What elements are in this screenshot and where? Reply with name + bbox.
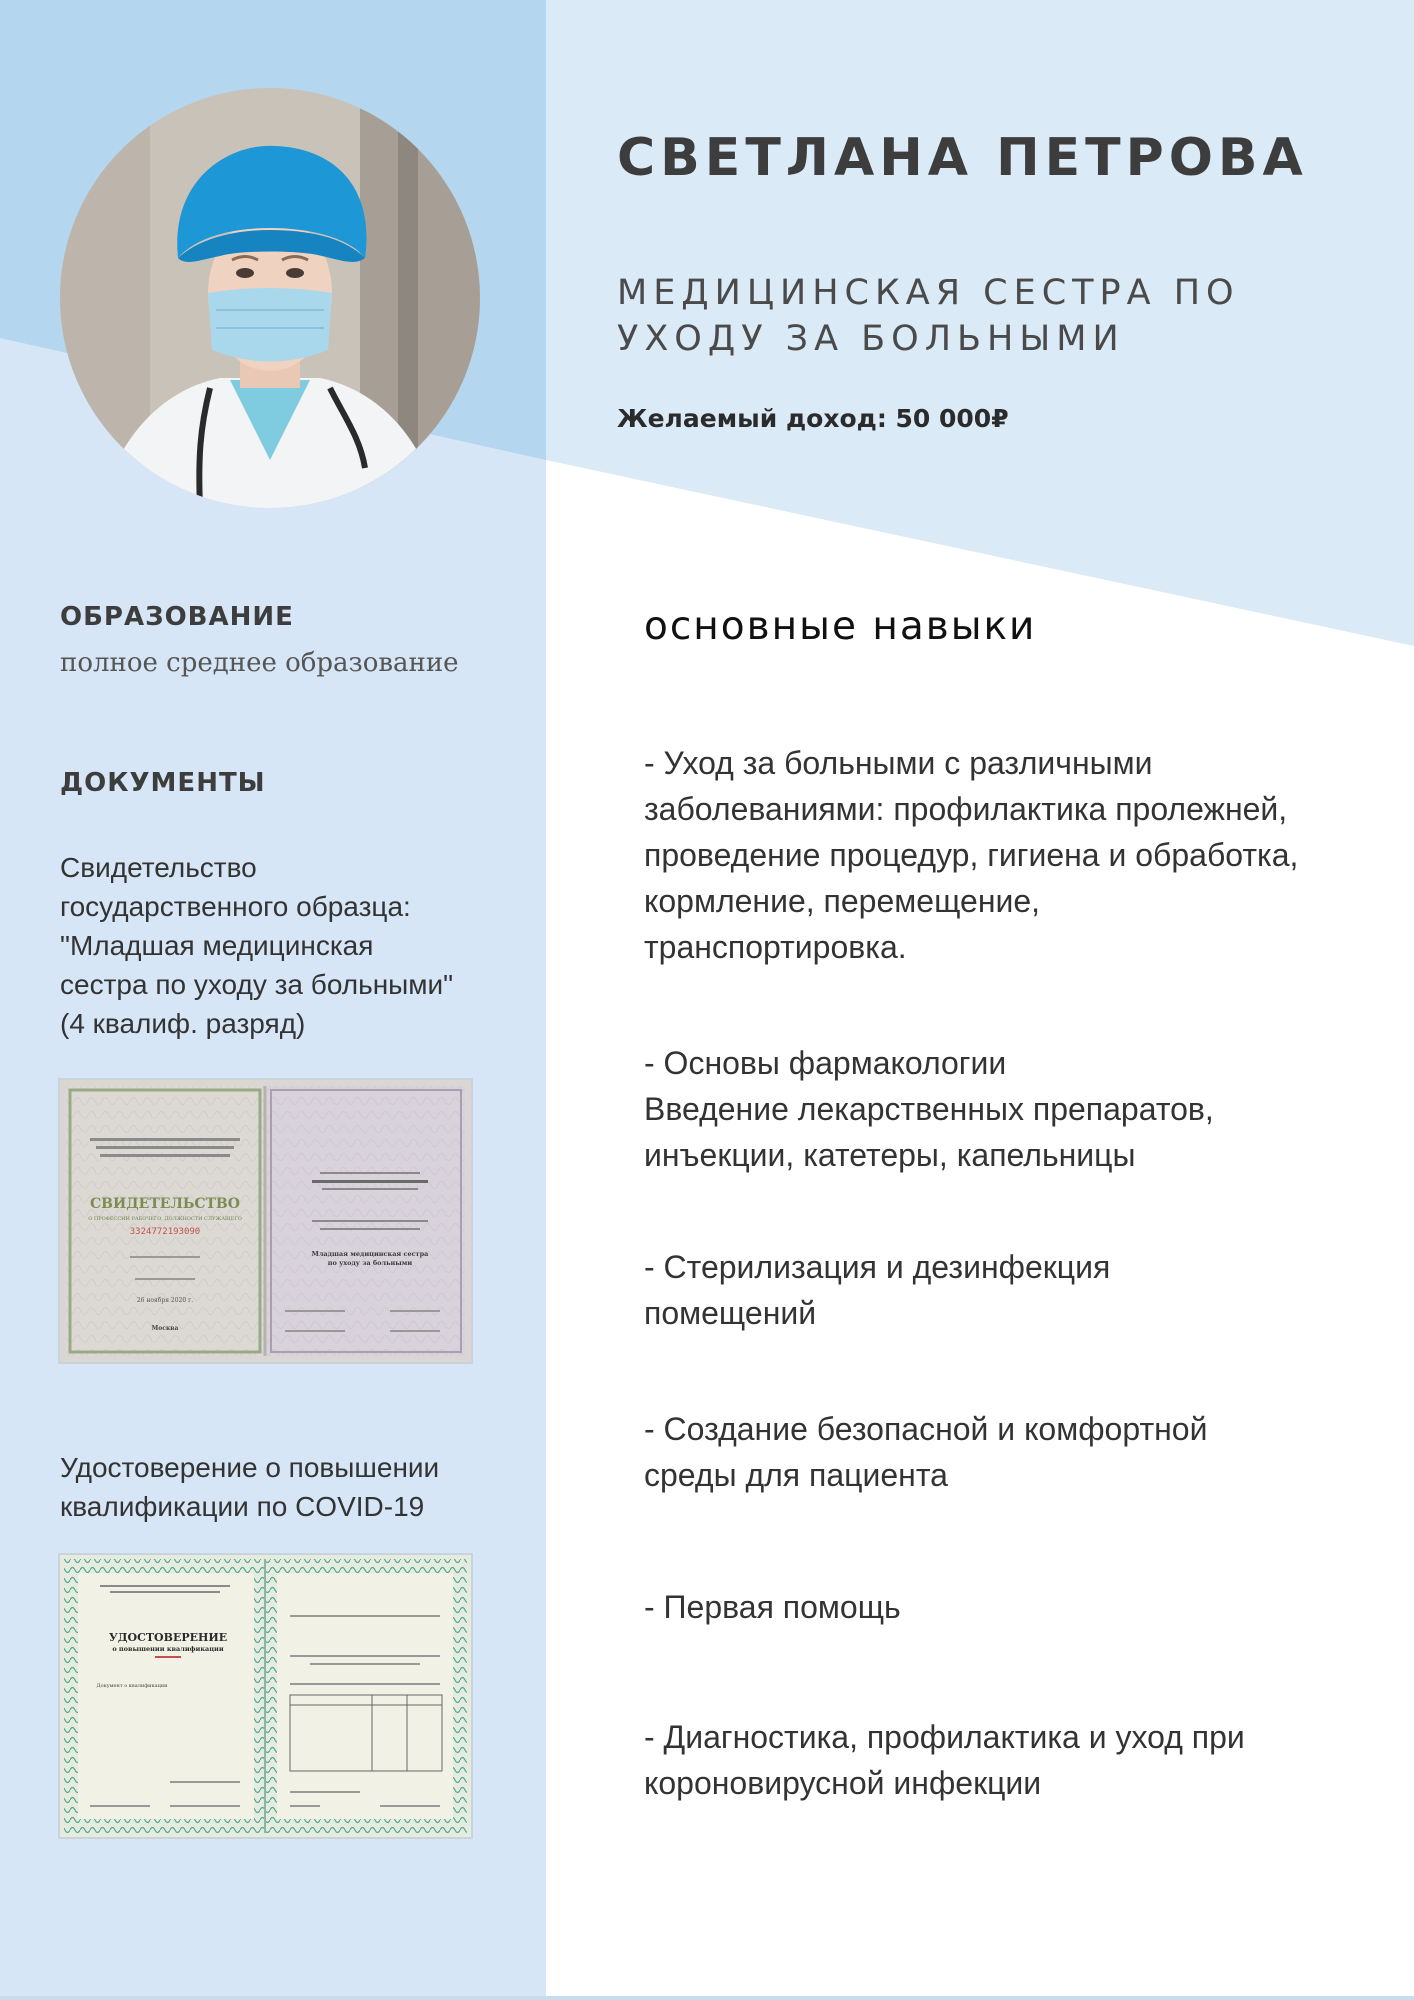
cert-title: СВИДЕТЕЛЬСТВО: [90, 1196, 240, 1212]
cert-number: 3324772193090: [129, 1227, 201, 1237]
cert-date: 26 ноября 2020 г.: [136, 1297, 194, 1304]
candidate-name: СВЕТЛАНА ПЕТРОВА: [617, 128, 1308, 188]
certificate-image: [60, 1555, 471, 1837]
cert-right-title: Младшая медицинская сестра: [311, 1250, 429, 1258]
education-text: полное среднее образование: [60, 648, 459, 678]
education-heading: ОБРАЗОВАНИЕ: [60, 602, 294, 632]
cert-subtitle: О ПРОФЕССИИ РАБОЧЕГО, ДОЛЖНОСТИ СЛУЖАЩЕГО: [88, 1216, 242, 1222]
cert-right-subtitle: по уходу за больными: [327, 1259, 413, 1267]
cert-subtitle: о повышении квалификации: [112, 1645, 224, 1653]
document-description: Свидетельство государственного образца: "Младшая медицинская сестра по уходу за больными" (4 квалиф. разряд): [60, 852, 454, 1039]
cert-city: Москва: [151, 1325, 179, 1332]
skill-item: - Основы фармакологии Введение лекарственных препаратов, инъекции, катетеры, капельницы: [644, 1045, 1214, 1173]
cert-doc: Документ о квалификации: [96, 1683, 168, 1689]
skill-item: - Первая помощь: [644, 1589, 901, 1625]
skill-item: - Уход за больными с различными заболеваниями: профилактика пролежней, проведение процедур, гигиена и обработка, кормление, перемещение, транспортировка.: [644, 745, 1299, 965]
skill-item: - Диагностика, профилактика и уход при короновирусной инфекции: [644, 1719, 1245, 1801]
documents-heading: ДОКУМЕНТЫ: [60, 768, 266, 798]
cert-title: УДОСТОВЕРЕНИЕ: [108, 1631, 228, 1644]
skill-item: - Создание безопасной и комфортной среды для пациента: [644, 1411, 1208, 1493]
document-description: Удостоверение о повышении квалификации по COVID-19: [60, 1452, 440, 1522]
certificate-image: [60, 1080, 471, 1362]
desired-salary: Желаемый доход: 50 000₽: [617, 404, 1009, 433]
skills-heading: основные навыки: [644, 604, 1037, 649]
job-title: МЕДИЦИНСКАЯ СЕСТРА ПО УХОДУ ЗА БОЛЬНЫМИ: [617, 273, 1240, 359]
skill-item: - Стерилизация и дезинфекция помещений: [644, 1249, 1111, 1331]
profile-photo: [60, 88, 480, 508]
